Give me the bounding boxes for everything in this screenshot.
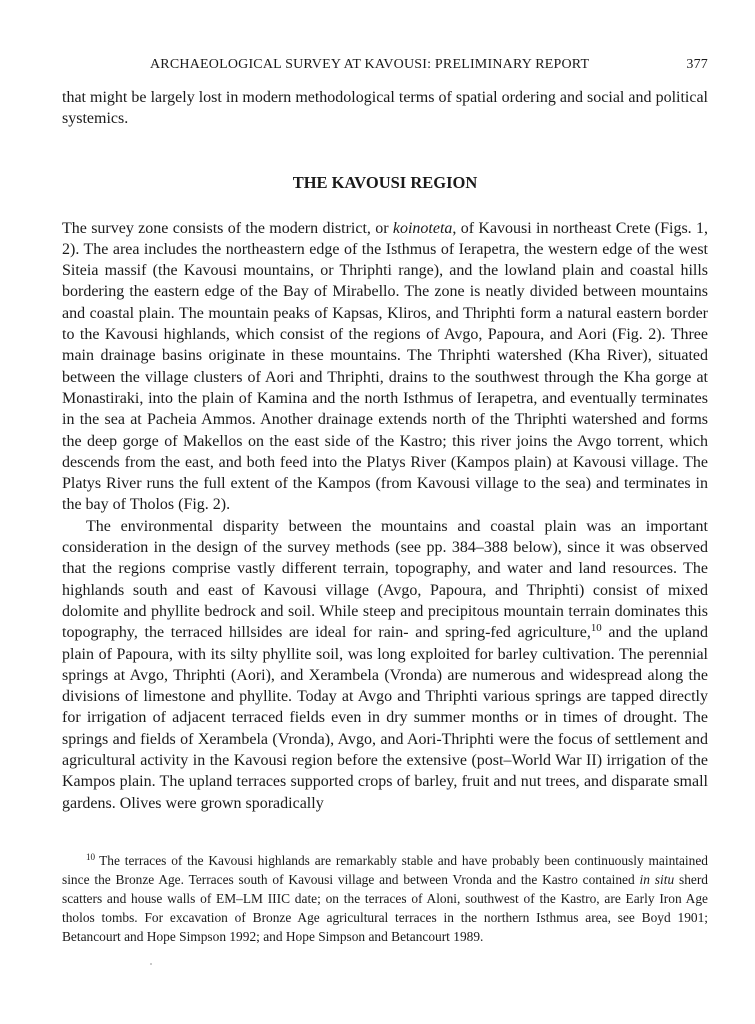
body-text: [62, 87, 708, 814]
term-in-situ: in situ: [639, 872, 675, 887]
footnote-number: 10: [86, 852, 96, 862]
page-number: 377: [686, 57, 708, 72]
footnote-text-a: The terraces of the Kavousi highlands are remarkably stable and have probably been continuously maintained since the Bronze Age. Terraces south of Kavousi village and between Vronda and the Kastro contained: [62, 853, 708, 887]
intro-paragraph: [62, 87, 708, 130]
section-heading: THE KAVOUSI REGION: [292, 172, 478, 192]
paragraph-2: [62, 516, 708, 814]
footnote: [62, 851, 708, 946]
term-koinoteta: koinoteta: [392, 219, 453, 237]
intro-text: that might be largely lost in modern methodological terms of spatial ordering and social and political systemics.: [62, 89, 708, 128]
footnote-text-b: sherd scatters and house walls of EM–LM IIIC date; on the terraces of Aloni, southwest of the Kastro, are Early Iron Age tholos tombs. For excavation of Bronze Age agricultural terraces in the northern Isthmus area, see Boyd 1901; Betancourt and Hope Simpson 1992; and Hope Simpson and Betancourt 1989.: [62, 872, 708, 944]
footnote-paragraph: [62, 851, 708, 946]
paragraph-1: [62, 218, 708, 516]
paragraph-2-text-b: and the upland plain of Papoura, with its silty phyllite soil, was long exploited for barley cultivation. The perennial springs at Avgo, Thriphti (Aori), and Xerambela (Vronda) are numerous and widespread along the divisions of limestone and phyllite. Today at Avgo and Thriphti various springs are tapped directly for irrigation of adjacent terraced fields even in dry summer months or in times of drought. The springs and fields of Xerambela (Vronda), Avgo, and Aori-Thriphti were the focus of settlement and agricultural activity in the Kavousi region before the extensive (post–World War II) irrigation of the Kampos plain. The upland terraces supported crops of barley, fruit and nut trees, and disparate small gardens. Olives were grown sporadically: [62, 624, 708, 812]
running-title: ARCHAEOLOGICAL SURVEY AT KAVOUSI: PRELIMINARY REPORT: [150, 57, 590, 72]
paragraph-1-text-b: , of Kavousi in northeast Crete (Figs. 1, 2). The area includes the northeastern edge of the Isthmus of Ierapetra, the western edge of the west Siteia massif (the Kavousi mountains, or Thriphti range), and the lowland plain and coastal hills bordering the eastern edge of the Bay of Mirabello. The zone is neatly divided between mountains and coastal plain. The mountain peaks of Kapsas, Kliros, and Thriphti form a natural eastern border to the Kavousi highlands, which consist of the regions of Avgo, Papoura, and Aori (Fig. 2). Three main drainage basins originate in these mountains. The Thriphti watershed (Kha River), situated between the village clusters of Aori and Thriphti, drains to the southwest through the Kha gorge at Monastiraki, into the plain of Kamina and the north Isthmus of Ierapetra, and eventually terminates in the sea at Pacheia Ammos. Another drainage extends north of the Thriphti watershed and forms the deep gorge of Makellos on the east side of the Kastro; this river joins the Avgo torrent, which descends from the east, and both feed into the Platys River (Kampos plain) at Kavousi village. The Platys River runs the full extent of the Kampos (from Kavousi village to the sea) and terminates in the bay of Tholos (Fig. 2).: [62, 219, 709, 514]
scan-speck: [150, 963, 152, 965]
footnote-reference[interactable]: 10: [590, 622, 602, 635]
paragraph-2-text-a: The environmental disparity between the mountains and coastal plain was an important consideration in the design of the survey methods (see pp. 384–388 below), since it was observed that the regions comprise vastly different terrain, topography, and water and land resources. The highlands south and east of Kavousi village (Avgo, Papoura, and Thriphti) consist of mixed dolomite and phyllite bedrock and soil. While steep and precipitous mountain terrain dominates this topography, the terraced hillsides are ideal for rain- and spring-fed agriculture,: [62, 517, 708, 642]
paragraph-1-text-a: The survey zone consists of the modern district, or: [62, 219, 393, 237]
